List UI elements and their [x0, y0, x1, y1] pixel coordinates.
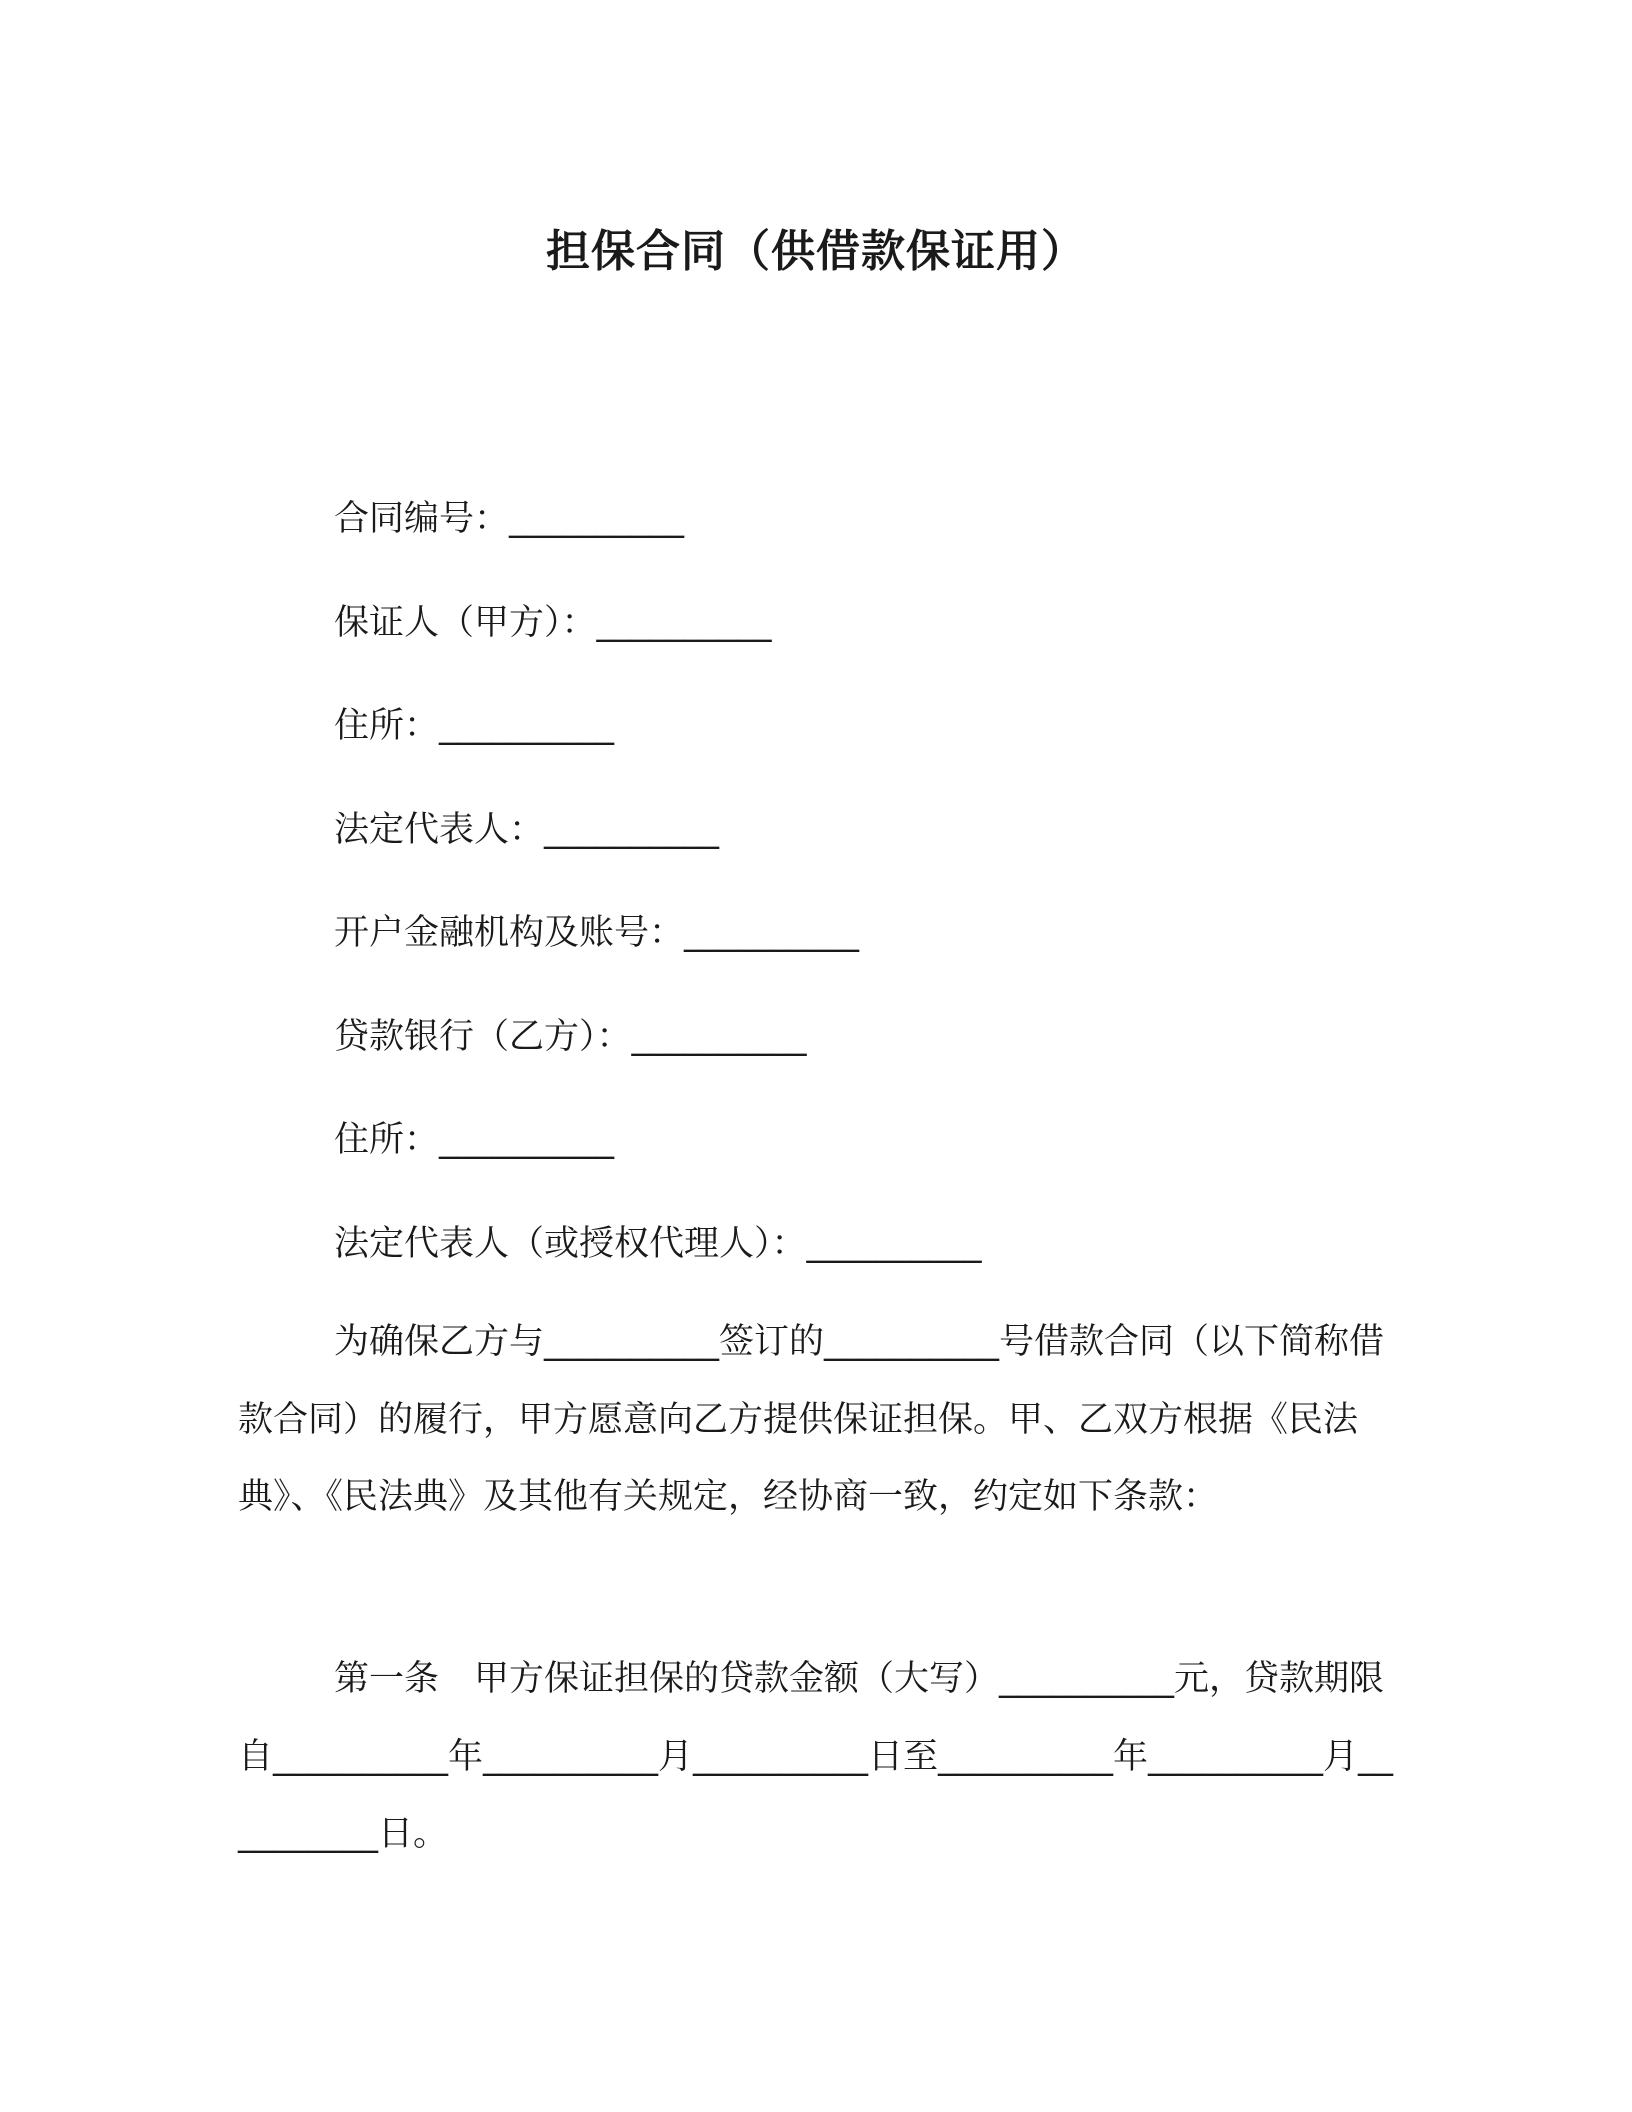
guarantor-field: 保证人（甲方）：__________ — [334, 603, 772, 643]
preamble-paragraph: 为确保乙方与__________签订的__________号借款合同（以下简称借款合同）的履行，甲方愿意向乙方提供保证担保。甲、乙双方根据《民法典》、《民法典》及其他有关规定，经协商一致，约定如下条款： — [238, 1322, 1385, 1517]
lender-legal-rep-field: 法定代表人（或授权代理人）：__________ — [334, 1224, 982, 1264]
article-one-paragraph: 第一条 甲方保证担保的贷款金额（大写）__________元，贷款期限自__________年__________月__________日至__________年__________月__________日。 — [238, 1659, 1394, 1854]
contract-number-field: 合同编号：__________ — [334, 499, 685, 539]
guarantor-legal-rep-field: 法定代表人：__________ — [334, 810, 720, 850]
document-title: 担保合同（供借款保证用） — [546, 226, 1086, 277]
lender-bank-field: 贷款银行（乙方）：__________ — [334, 1017, 807, 1057]
guarantor-address-field: 住所：__________ — [334, 706, 615, 746]
lender-address-field: 住所：__________ — [334, 1120, 615, 1160]
bank-account-field: 开户金融机构及账号：__________ — [334, 913, 860, 953]
